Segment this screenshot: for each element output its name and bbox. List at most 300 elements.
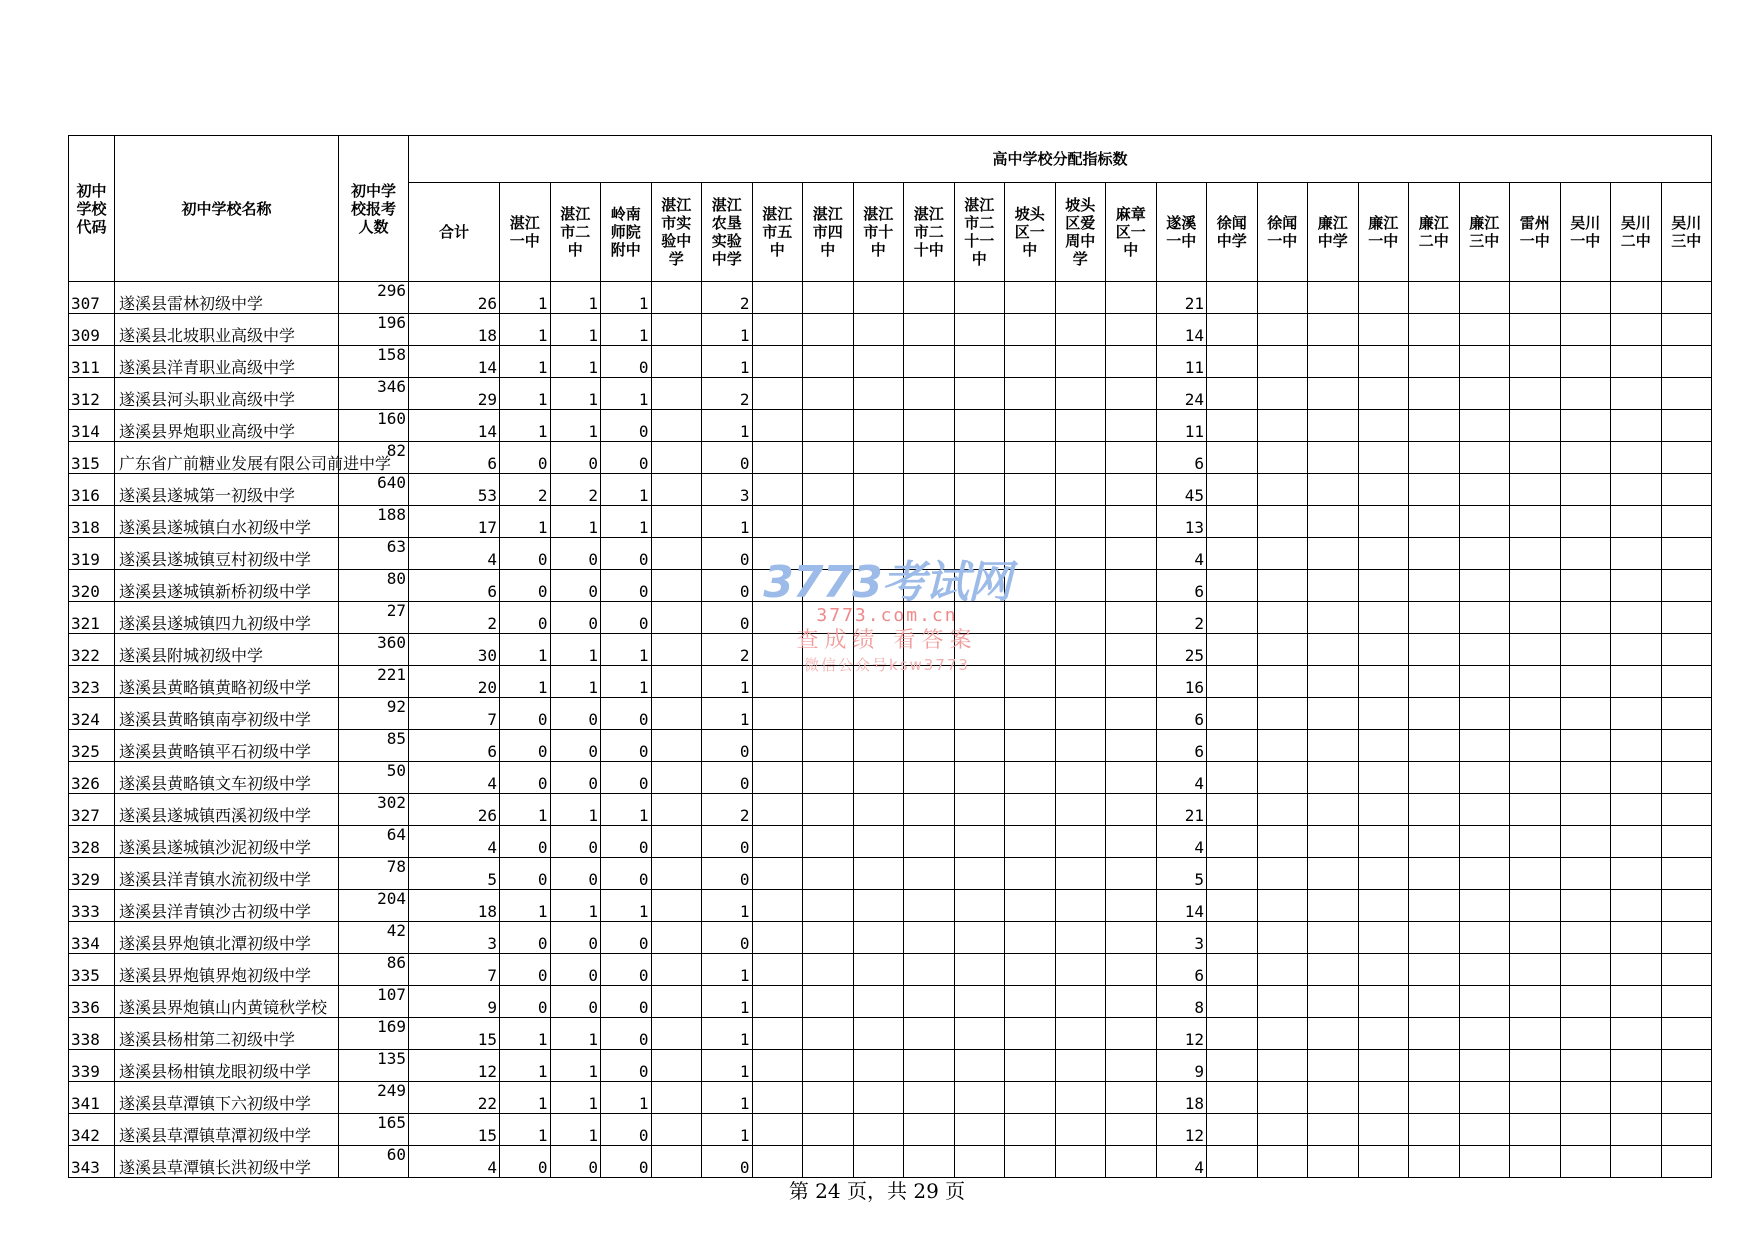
school-code-cell: 319	[69, 538, 115, 570]
table-row	[69, 314, 1712, 346]
allocation-cell	[1510, 346, 1561, 378]
allocation-cell: 1	[601, 282, 652, 314]
allocation-cell	[1257, 314, 1308, 346]
allocation-cell	[752, 890, 803, 922]
allocation-cell	[1409, 538, 1460, 570]
allocation-cell	[1611, 378, 1662, 410]
allocation-cell	[1005, 282, 1056, 314]
allocation-cell	[803, 570, 854, 602]
allocation-cell	[651, 730, 702, 762]
allocation-cell	[954, 1114, 1005, 1146]
allocation-cell	[803, 1018, 854, 1050]
allocation-cell	[1005, 986, 1056, 1018]
allocation-cell: 1	[702, 410, 753, 442]
allocation-cell	[1510, 1146, 1561, 1178]
allocation-cell	[1055, 986, 1106, 1018]
header-school-col: 麻章 区一 中	[1106, 183, 1157, 282]
school-code-cell: 315	[69, 442, 115, 474]
allocation-cell	[1055, 378, 1106, 410]
school-code-cell: 323	[69, 666, 115, 698]
table-row	[69, 378, 1712, 410]
header-school-col: 廉江 三中	[1459, 183, 1510, 282]
allocation-cell: 12	[1156, 1018, 1207, 1050]
header-school-col: 湛江 市二 十一 中	[954, 183, 1005, 282]
allocation-cell: 1	[550, 1050, 601, 1082]
allocation-cell	[1459, 410, 1510, 442]
allocation-cell	[1005, 954, 1056, 986]
allocation-cell	[904, 826, 955, 858]
allocation-cell	[1207, 282, 1258, 314]
allocation-cell	[1560, 282, 1611, 314]
allocation-cell	[1207, 1082, 1258, 1114]
allocation-cell: 1	[500, 1018, 551, 1050]
allocation-cell: 0	[601, 986, 652, 1018]
total-cell: 26	[409, 282, 500, 314]
allocation-cell	[1611, 858, 1662, 890]
allocation-cell: 0	[550, 602, 601, 634]
allocation-cell	[1661, 1050, 1712, 1082]
allocation-cell	[651, 346, 702, 378]
exam-count-cell: 196	[339, 314, 409, 346]
allocation-cell	[904, 858, 955, 890]
allocation-cell: 1	[702, 314, 753, 346]
allocation-cell	[904, 666, 955, 698]
allocation-cell	[853, 282, 904, 314]
allocation-cell	[1106, 698, 1157, 730]
allocation-cell	[752, 858, 803, 890]
allocation-cell: 0	[500, 954, 551, 986]
allocation-cell	[1409, 378, 1460, 410]
allocation-cell	[1005, 698, 1056, 730]
table-row	[69, 794, 1712, 826]
school-code-cell: 314	[69, 410, 115, 442]
allocation-cell	[1308, 538, 1359, 570]
allocation-cell: 0	[550, 538, 601, 570]
allocation-cell	[1055, 442, 1106, 474]
allocation-cell: 1	[702, 1050, 753, 1082]
school-name-cell: 遂溪县洋青职业高级中学	[115, 346, 339, 378]
allocation-cell	[904, 442, 955, 474]
allocation-cell	[853, 634, 904, 666]
header-school-col: 廉江 二中	[1409, 183, 1460, 282]
allocation-cell	[1459, 762, 1510, 794]
allocation-cell: 11	[1156, 410, 1207, 442]
allocation-cell	[1459, 1146, 1510, 1178]
allocation-cell	[853, 890, 904, 922]
allocation-cell	[853, 474, 904, 506]
school-code-cell: 334	[69, 922, 115, 954]
allocation-cell	[954, 410, 1005, 442]
total-cell: 22	[409, 1082, 500, 1114]
allocation-cell	[1459, 474, 1510, 506]
allocation-cell	[1611, 1018, 1662, 1050]
allocation-cell	[1358, 666, 1409, 698]
allocation-cell	[954, 442, 1005, 474]
watermark-url: 3773.com.cn	[816, 605, 958, 626]
allocation-cell	[1560, 794, 1611, 826]
total-cell: 18	[409, 314, 500, 346]
allocation-cell	[1207, 1050, 1258, 1082]
allocation-cell	[853, 666, 904, 698]
allocation-cell	[1560, 858, 1611, 890]
allocation-cell: 0	[500, 986, 551, 1018]
allocation-cell	[1358, 442, 1409, 474]
allocation-cell	[1409, 474, 1460, 506]
table-row	[69, 506, 1712, 538]
header-school-col: 湛江 市四 中	[803, 183, 854, 282]
allocation-cell: 2	[702, 378, 753, 410]
allocation-cell: 0	[601, 1114, 652, 1146]
allocation-cell: 6	[1156, 698, 1207, 730]
allocation-cell: 0	[500, 922, 551, 954]
allocation-cell	[904, 1018, 955, 1050]
allocation-cell	[1661, 1082, 1712, 1114]
allocation-cell	[1358, 474, 1409, 506]
allocation-cell: 0	[500, 762, 551, 794]
allocation-cell	[1611, 506, 1662, 538]
allocation-cell	[1510, 314, 1561, 346]
table-row	[69, 442, 1712, 474]
allocation-cell: 0	[702, 442, 753, 474]
allocation-cell	[1106, 922, 1157, 954]
allocation-cell	[1611, 314, 1662, 346]
allocation-cell	[1207, 570, 1258, 602]
allocation-cell	[1005, 634, 1056, 666]
allocation-cell: 0	[500, 602, 551, 634]
allocation-cell	[803, 922, 854, 954]
allocation-cell: 0	[550, 442, 601, 474]
allocation-cell	[1560, 506, 1611, 538]
allocation-cell	[651, 858, 702, 890]
exam-count-cell: 158	[339, 346, 409, 378]
allocation-cell	[1005, 666, 1056, 698]
allocation-cell	[1257, 602, 1308, 634]
allocation-cell	[1005, 602, 1056, 634]
allocation-cell	[1005, 794, 1056, 826]
allocation-cell	[954, 666, 1005, 698]
table-row	[69, 346, 1712, 378]
allocation-cell	[1459, 282, 1510, 314]
allocation-cell	[853, 1082, 904, 1114]
allocation-cell: 1	[601, 634, 652, 666]
allocation-cell	[651, 410, 702, 442]
allocation-cell	[1459, 698, 1510, 730]
allocation-cell	[1055, 922, 1106, 954]
allocation-cell: 0	[500, 1146, 551, 1178]
school-code-cell: 321	[69, 602, 115, 634]
allocation-cell	[1358, 1146, 1409, 1178]
allocation-cell	[954, 570, 1005, 602]
allocation-cell	[904, 506, 955, 538]
allocation-cell	[1257, 730, 1308, 762]
total-cell: 7	[409, 954, 500, 986]
allocation-cell	[1409, 506, 1460, 538]
allocation-cell	[954, 826, 1005, 858]
allocation-cell	[1106, 794, 1157, 826]
allocation-cell	[1005, 890, 1056, 922]
allocation-cell	[1207, 378, 1258, 410]
allocation-cell	[1661, 698, 1712, 730]
allocation-cell	[1106, 506, 1157, 538]
allocation-cell	[1207, 410, 1258, 442]
school-name-cell: 遂溪县草潭镇下六初级中学	[115, 1082, 339, 1114]
watermark-wechat: 微信公众号ksw3773	[804, 656, 970, 674]
allocation-cell: 0	[702, 922, 753, 954]
table-row	[69, 730, 1712, 762]
table-row	[69, 282, 1712, 314]
allocation-cell	[904, 602, 955, 634]
allocation-cell	[1611, 1082, 1662, 1114]
header-school-col: 坡头 区一 中	[1005, 183, 1056, 282]
allocation-cell	[1358, 602, 1409, 634]
allocation-cell	[1358, 410, 1409, 442]
exam-count-cell: 86	[339, 954, 409, 986]
allocation-cell	[1661, 762, 1712, 794]
allocation-cell	[651, 986, 702, 1018]
school-name-cell: 遂溪县遂城镇四九初级中学	[115, 602, 339, 634]
allocation-cell: 1	[500, 378, 551, 410]
allocation-cell: 6	[1156, 570, 1207, 602]
school-code-cell: 329	[69, 858, 115, 890]
allocation-cell	[1510, 378, 1561, 410]
allocation-cell	[1257, 858, 1308, 890]
total-cell: 14	[409, 410, 500, 442]
allocation-cell	[803, 698, 854, 730]
allocation-cell: 1	[500, 346, 551, 378]
allocation-cell	[853, 314, 904, 346]
allocation-cell: 1	[550, 1018, 601, 1050]
allocation-cell	[803, 634, 854, 666]
allocation-cell	[1106, 570, 1157, 602]
allocation-cell	[1510, 762, 1561, 794]
allocation-cell: 1	[550, 634, 601, 666]
table-row	[69, 922, 1712, 954]
allocation-cell: 2	[1156, 602, 1207, 634]
total-cell: 15	[409, 1114, 500, 1146]
exam-count-cell: 78	[339, 858, 409, 890]
exam-count-cell: 60	[339, 1146, 409, 1178]
total-cell: 4	[409, 1146, 500, 1178]
allocation-cell	[1257, 794, 1308, 826]
allocation-cell: 1	[702, 890, 753, 922]
school-code-cell: 342	[69, 1114, 115, 1146]
exam-count-cell: 169	[339, 1018, 409, 1050]
allocation-cell	[853, 410, 904, 442]
allocation-cell	[1106, 1082, 1157, 1114]
allocation-cell	[954, 1050, 1005, 1082]
allocation-cell	[752, 282, 803, 314]
allocation-cell	[651, 762, 702, 794]
allocation-cell	[1661, 634, 1712, 666]
allocation-cell	[954, 890, 1005, 922]
allocation-cell	[1661, 442, 1712, 474]
header-school-col: 吴川 一中	[1560, 183, 1611, 282]
allocation-cell	[1510, 1018, 1561, 1050]
allocation-cell	[1207, 314, 1258, 346]
exam-count-cell: 50	[339, 762, 409, 794]
allocation-cell	[1459, 922, 1510, 954]
allocation-cell	[1409, 922, 1460, 954]
allocation-cell	[1560, 410, 1611, 442]
allocation-cell	[1661, 666, 1712, 698]
allocation-cell: 0	[601, 570, 652, 602]
allocation-cell	[651, 570, 702, 602]
school-name-cell: 遂溪县黄略镇文车初级中学	[115, 762, 339, 794]
allocation-cell: 6	[1156, 954, 1207, 986]
allocation-cell	[904, 346, 955, 378]
allocation-cell	[1106, 762, 1157, 794]
allocation-cell: 1	[550, 794, 601, 826]
allocation-cell	[1308, 442, 1359, 474]
allocation-cell: 0	[601, 698, 652, 730]
allocation-cell	[1207, 954, 1258, 986]
school-name-cell: 遂溪县河头职业高级中学	[115, 378, 339, 410]
allocation-cell	[752, 1114, 803, 1146]
total-cell: 4	[409, 538, 500, 570]
allocation-cell	[1510, 570, 1561, 602]
header-school-col: 湛江 市二 十中	[904, 183, 955, 282]
total-cell: 9	[409, 986, 500, 1018]
allocation-cell	[1611, 1146, 1662, 1178]
allocation-cell: 25	[1156, 634, 1207, 666]
total-cell: 29	[409, 378, 500, 410]
total-cell: 14	[409, 346, 500, 378]
allocation-cell	[651, 794, 702, 826]
allocation-cell	[1055, 314, 1106, 346]
school-name-cell: 遂溪县遂城第一初级中学	[115, 474, 339, 506]
allocation-cell	[1308, 1050, 1359, 1082]
allocation-cell	[1257, 826, 1308, 858]
table-row	[69, 538, 1712, 570]
total-cell: 7	[409, 698, 500, 730]
allocation-cell	[1459, 442, 1510, 474]
allocation-cell	[651, 634, 702, 666]
total-cell: 6	[409, 730, 500, 762]
allocation-cell: 1	[601, 1082, 652, 1114]
allocation-cell	[904, 474, 955, 506]
allocation-cell	[1257, 634, 1308, 666]
allocation-cell: 0	[601, 538, 652, 570]
allocation-cell	[1560, 762, 1611, 794]
allocation-cell	[1106, 666, 1157, 698]
allocation-cell	[752, 1082, 803, 1114]
school-code-cell: 343	[69, 1146, 115, 1178]
allocation-cell	[1409, 570, 1460, 602]
allocation-cell	[1055, 602, 1106, 634]
total-cell: 5	[409, 858, 500, 890]
allocation-cell: 1	[500, 890, 551, 922]
header-school-col: 吴川 二中	[1611, 183, 1662, 282]
school-code-cell: 324	[69, 698, 115, 730]
allocation-cell	[1661, 1018, 1712, 1050]
allocation-cell	[803, 666, 854, 698]
allocation-cell	[1207, 506, 1258, 538]
allocation-cell	[1207, 922, 1258, 954]
allocation-cell	[803, 602, 854, 634]
allocation-cell	[1560, 1146, 1611, 1178]
header-exam-count: 初中学 校报考 人数	[339, 136, 409, 282]
allocation-cell	[1560, 986, 1611, 1018]
allocation-cell: 1	[601, 314, 652, 346]
allocation-cell	[803, 954, 854, 986]
total-cell: 17	[409, 506, 500, 538]
allocation-cell	[803, 378, 854, 410]
allocation-cell	[1055, 730, 1106, 762]
allocation-cell: 1	[702, 1114, 753, 1146]
allocation-cell	[1257, 410, 1308, 442]
allocation-cell	[1409, 1114, 1460, 1146]
allocation-cell	[1207, 538, 1258, 570]
allocation-cell	[1510, 1114, 1561, 1146]
allocation-cell	[1358, 346, 1409, 378]
allocation-cell	[1207, 1114, 1258, 1146]
allocation-cell	[853, 826, 904, 858]
allocation-cell	[954, 762, 1005, 794]
allocation-cell	[1560, 954, 1611, 986]
allocation-cell	[1510, 890, 1561, 922]
allocation-cell	[803, 314, 854, 346]
allocation-cell	[1005, 538, 1056, 570]
allocation-cell	[1358, 890, 1409, 922]
allocation-cell	[1661, 570, 1712, 602]
allocation-cell	[1661, 602, 1712, 634]
allocation-cell: 45	[1156, 474, 1207, 506]
allocation-cell: 0	[550, 922, 601, 954]
allocation-cell	[1409, 442, 1460, 474]
exam-count-cell: 221	[339, 666, 409, 698]
allocation-cell	[904, 634, 955, 666]
allocation-cell	[1005, 378, 1056, 410]
school-name-cell: 遂溪县雷林初级中学	[115, 282, 339, 314]
allocation-cell	[1459, 986, 1510, 1018]
allocation-cell: 1	[550, 314, 601, 346]
allocation-cell: 1	[500, 1050, 551, 1082]
allocation-cell	[803, 890, 854, 922]
allocation-cell	[752, 378, 803, 410]
allocation-cell	[1055, 506, 1106, 538]
allocation-cell	[904, 986, 955, 1018]
allocation-cell	[1055, 1146, 1106, 1178]
allocation-cell: 3	[702, 474, 753, 506]
allocation-cell	[954, 922, 1005, 954]
allocation-cell	[904, 538, 955, 570]
allocation-cell	[1308, 410, 1359, 442]
total-cell: 15	[409, 1018, 500, 1050]
allocation-cell	[1611, 602, 1662, 634]
allocation-cell	[1510, 730, 1561, 762]
allocation-cell	[1106, 410, 1157, 442]
allocation-cell	[1560, 346, 1611, 378]
allocation-cell	[1661, 954, 1712, 986]
allocation-cell	[1106, 1050, 1157, 1082]
allocation-cell	[1409, 410, 1460, 442]
allocation-cell: 2	[702, 282, 753, 314]
allocation-cell	[904, 1082, 955, 1114]
allocation-cell: 1	[500, 634, 551, 666]
allocation-cell	[954, 378, 1005, 410]
header-school-col: 湛江 一中	[500, 183, 551, 282]
allocation-cell: 1	[550, 346, 601, 378]
allocation-cell	[1106, 282, 1157, 314]
allocation-cell	[853, 730, 904, 762]
allocation-cell	[752, 698, 803, 730]
allocation-cell	[1106, 858, 1157, 890]
allocation-cell	[904, 1114, 955, 1146]
allocation-cell	[1308, 762, 1359, 794]
exam-count-cell: 135	[339, 1050, 409, 1082]
allocation-cell: 4	[1156, 826, 1207, 858]
allocation-cell: 1	[702, 1082, 753, 1114]
